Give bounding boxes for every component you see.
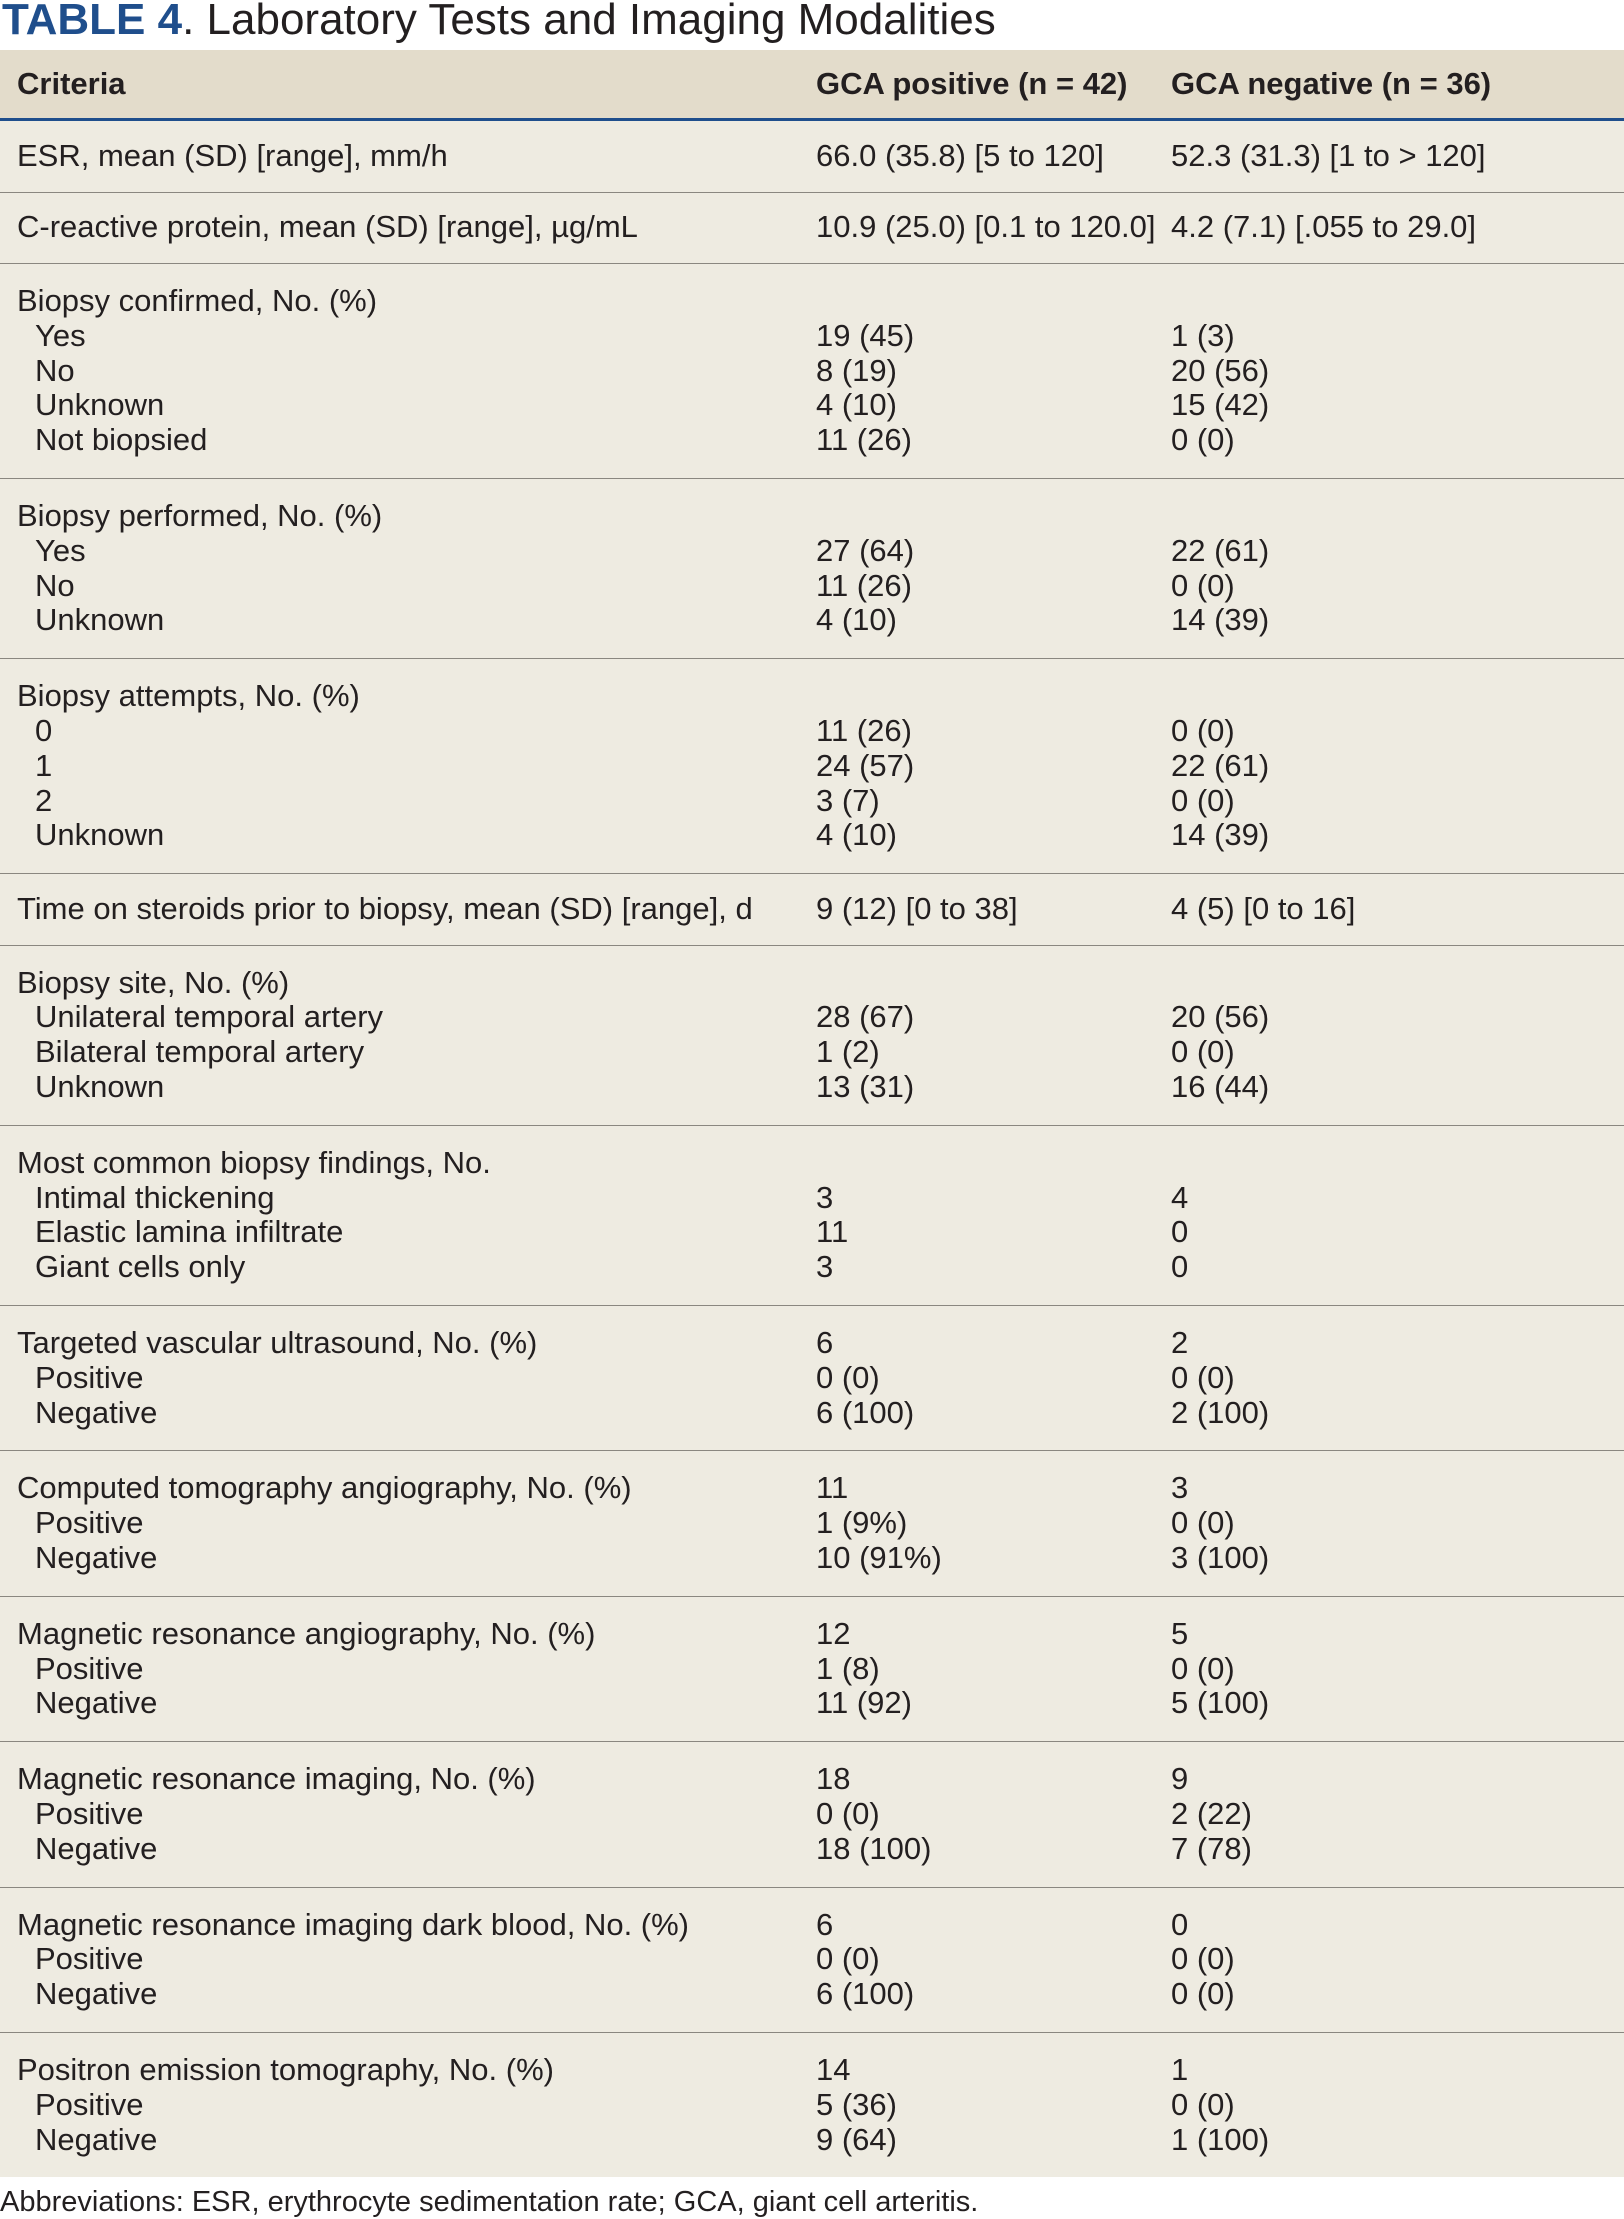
gca-negative-cell <box>1171 966 1624 1105</box>
row-sublabel: Positive <box>35 1505 144 1541</box>
row-label: Biopsy confirmed, No. (%) <box>17 283 378 318</box>
cell-value: 3 (100) <box>1171 1540 1270 1576</box>
cell-value <box>816 284 1171 319</box>
cell-value: 0 (0) <box>1171 1650 1235 1686</box>
cell-value: 0 (0) <box>1171 1359 1235 1395</box>
gca-positive-cell <box>816 1762 1171 1866</box>
row-sublabel: Negative <box>35 1394 158 1430</box>
table-body <box>0 121 1624 2177</box>
cell-value: 18 (100) <box>816 1830 932 1866</box>
gca-negative-cell <box>1171 1471 1624 1575</box>
cell-value <box>1171 284 1624 319</box>
cell-value: 9 (64) <box>816 2121 897 2157</box>
row-sublabel: Unknown <box>35 387 165 423</box>
cell-value: 9 <box>1171 1761 1189 1797</box>
cell-value: 5 (100) <box>1171 1685 1270 1721</box>
gca-positive-cell <box>816 210 1171 245</box>
criteria-cell <box>0 139 816 174</box>
cell-value: 0 (0) <box>816 1359 880 1395</box>
row-label: Magnetic resonance angiography, No. (%) <box>17 1615 596 1651</box>
row-sublabel: No <box>35 567 75 603</box>
cell-value <box>816 966 1171 1001</box>
row-sublabel: Bilateral temporal artery <box>35 1034 365 1070</box>
cell-value: 0 (0) <box>1171 2086 1235 2122</box>
gca-positive-cell <box>816 1326 1171 1430</box>
cell-value: 4 (5) [0 to 16] <box>1171 891 1356 926</box>
cell-value: 52.3 (31.3) [1 to > 120] <box>1171 137 1486 173</box>
cell-value: 6 <box>816 1325 834 1361</box>
row-label: ESR, mean (SD) [range], mm/h <box>17 137 448 173</box>
table-row <box>0 193 1624 265</box>
row-label: Most common biopsy findings, No. <box>17 1144 491 1180</box>
row-label: Biopsy performed, No. (%) <box>17 497 383 533</box>
cell-value: 18 <box>816 1761 851 1797</box>
cell-value: 10.9 (25.0) [0.1 to 120.0] <box>816 209 1156 245</box>
gca-positive-cell <box>816 1617 1171 1721</box>
row-sublabel: 1 <box>35 747 53 783</box>
cell-value: 1 (100) <box>1171 2121 1270 2157</box>
gca-negative-cell <box>1171 1908 1624 2012</box>
table-header-row <box>0 50 1624 121</box>
cell-value <box>1171 499 1624 534</box>
gca-negative-cell <box>1171 210 1624 245</box>
criteria-cell <box>0 1762 816 1866</box>
gca-negative-cell <box>1171 1146 1624 1285</box>
cell-value: 5 <box>1171 1615 1189 1651</box>
cell-value: 0 (0) <box>1171 1034 1235 1070</box>
cell-value: 4 (10) <box>816 817 897 853</box>
cell-value: 12 <box>816 1615 851 1651</box>
cell-value: 22 (61) <box>1171 532 1270 568</box>
table-row <box>0 479 1624 659</box>
row-sublabel: Negative <box>35 2121 158 2157</box>
cell-value: 28 (67) <box>816 999 915 1035</box>
cell-value: 11 <box>816 1470 849 1506</box>
cell-value: 2 <box>1171 1325 1189 1361</box>
criteria-cell <box>0 1326 816 1430</box>
cell-value: 7 (78) <box>1171 1830 1252 1866</box>
row-sublabel: 0 <box>35 712 53 748</box>
criteria-cell <box>0 1471 816 1575</box>
cell-value: 10 (91%) <box>816 1540 942 1576</box>
row-label: Targeted vascular ultrasound, No. (%) <box>17 1325 538 1361</box>
cell-value: 1 (9%) <box>816 1505 908 1541</box>
cell-value <box>1171 966 1624 1001</box>
criteria-cell <box>0 966 816 1105</box>
gca-positive-cell <box>816 284 1171 458</box>
cell-value: 2 (22) <box>1171 1796 1252 1831</box>
row-sublabel: Negative <box>35 1685 158 1721</box>
gca-negative-cell <box>1171 892 1624 927</box>
cell-value: 0 (0) <box>1171 567 1235 603</box>
criteria-cell <box>0 284 816 458</box>
gca-negative-cell <box>1171 1326 1624 1430</box>
cell-value: 3 <box>816 1249 834 1285</box>
cell-value: 2 (100) <box>1171 1394 1270 1430</box>
criteria-cell <box>0 210 816 245</box>
cell-value: 14 <box>816 2051 851 2087</box>
table-row <box>0 874 1624 946</box>
row-label: Biopsy site, No. (%) <box>17 964 290 1000</box>
cell-value: 11 (26) <box>816 567 912 603</box>
gca-positive-cell <box>816 2053 1171 2157</box>
table-title-text: Laboratory Tests and Imaging Modalities <box>194 0 996 44</box>
row-sublabel: 2 <box>35 782 53 818</box>
table-row <box>0 264 1624 479</box>
table-row <box>0 659 1624 874</box>
cell-value: 3 <box>816 1179 834 1215</box>
table-row <box>0 1306 1624 1451</box>
row-sublabel: Positive <box>35 2086 144 2122</box>
cell-value: 20 (56) <box>1171 352 1270 388</box>
cell-value: 19 (45) <box>816 317 915 353</box>
column-header-criteria: Criteria <box>17 66 126 101</box>
row-label: Biopsy attempts, No. (%) <box>17 678 360 714</box>
cell-value: 0 <box>1171 1249 1189 1285</box>
cell-value: 11 (26) <box>816 712 912 748</box>
row-sublabel: Unknown <box>35 602 165 638</box>
gca-positive-cell <box>816 892 1171 927</box>
cell-value <box>816 499 1171 534</box>
table-row <box>0 1451 1624 1596</box>
cell-value: 0 <box>1171 1214 1189 1250</box>
row-label: Magnetic resonance imaging, No. (%) <box>17 1761 536 1797</box>
gca-negative-cell <box>1171 139 1624 174</box>
row-sublabel: Positive <box>35 1650 144 1686</box>
gca-negative-cell <box>1171 2053 1624 2157</box>
criteria-cell <box>0 1146 816 1285</box>
cell-value <box>1171 679 1624 714</box>
cell-value: 0 (0) <box>816 1941 880 1977</box>
table-title-separator: . <box>182 0 195 44</box>
cell-value: 14 (39) <box>1171 602 1270 638</box>
table-row <box>0 1888 1624 2033</box>
cell-value: 8 (19) <box>816 352 897 388</box>
row-label: Time on steroids prior to biopsy, mean (SD) [range], d <box>17 891 753 926</box>
criteria-cell <box>0 892 816 927</box>
cell-value: 6 (100) <box>816 1394 915 1430</box>
row-sublabel: Positive <box>35 1796 144 1831</box>
column-header-gca-negative: GCA negative (n = 36) <box>1171 66 1492 101</box>
cell-value: 1 (3) <box>1171 317 1235 353</box>
cell-value <box>816 679 1171 714</box>
column-header-gca-positive: GCA positive (n = 42) <box>816 66 1128 101</box>
row-sublabel: Negative <box>35 1976 158 2012</box>
criteria-cell <box>0 679 816 853</box>
cell-value: 4 <box>1171 1179 1189 1215</box>
gca-negative-cell <box>1171 1617 1624 1721</box>
gca-positive-cell <box>816 1146 1171 1285</box>
cell-value: 0 (0) <box>1171 712 1235 748</box>
cell-value: 0 (0) <box>1171 1941 1235 1977</box>
cell-value: 27 (64) <box>816 532 915 568</box>
cell-value: 22 (61) <box>1171 747 1270 783</box>
row-label: Positron emission tomography, No. (%) <box>17 2051 554 2087</box>
table-title <box>0 0 1624 50</box>
cell-value: 6 <box>816 1906 834 1942</box>
cell-value: 4.2 (7.1) [.055 to 29.0] <box>1171 209 1477 245</box>
cell-value: 0 (0) <box>1171 422 1235 458</box>
cell-value: 16 (44) <box>1171 1069 1270 1105</box>
row-sublabel: Positive <box>35 1359 144 1395</box>
cell-value: 5 (36) <box>816 2086 897 2122</box>
gca-negative-cell <box>1171 1762 1624 1866</box>
row-sublabel: No <box>35 352 75 388</box>
row-sublabel: Unilateral temporal artery <box>35 999 384 1035</box>
cell-value: 3 (7) <box>816 782 880 818</box>
gca-positive-cell <box>816 1471 1171 1575</box>
row-label: C-reactive protein, mean (SD) [range], µg/mL <box>17 209 638 245</box>
cell-value: 20 (56) <box>1171 999 1270 1035</box>
footnote: Abbreviations: ESR, erythrocyte sedimentation rate; GCA, giant cell arteritis. <box>0 2186 979 2219</box>
cell-value: 0 (0) <box>1171 1976 1235 2012</box>
data-table <box>0 50 1624 2177</box>
gca-positive-cell <box>816 499 1171 638</box>
row-sublabel: Not biopsied <box>35 422 208 458</box>
row-sublabel: Intimal thickening <box>35 1179 275 1215</box>
gca-positive-cell <box>816 139 1171 174</box>
gca-negative-cell <box>1171 284 1624 458</box>
cell-value: 14 (39) <box>1171 817 1270 853</box>
cell-value: 0 (0) <box>816 1796 880 1831</box>
cell-value: 11 <box>816 1214 849 1250</box>
cell-value <box>816 1146 1171 1181</box>
row-sublabel: Negative <box>35 1830 158 1866</box>
cell-value: 1 (8) <box>816 1650 880 1686</box>
row-label: Magnetic resonance imaging dark blood, No. (%) <box>17 1906 690 1942</box>
gca-negative-cell <box>1171 679 1624 853</box>
cell-value: 24 (57) <box>816 747 915 783</box>
row-sublabel: Unknown <box>35 817 165 853</box>
row-sublabel: Elastic lamina infiltrate <box>35 1214 344 1250</box>
table-row <box>0 1742 1624 1887</box>
cell-value: 11 (26) <box>816 422 912 458</box>
gca-positive-cell <box>816 679 1171 853</box>
cell-value <box>1171 1146 1624 1181</box>
gca-negative-cell <box>1171 499 1624 638</box>
cell-value: 3 <box>1171 1470 1189 1506</box>
table-row <box>0 1126 1624 1306</box>
table-row <box>0 1597 1624 1742</box>
cell-value: 1 <box>1171 2051 1189 2087</box>
row-label: Computed tomography angiography, No. (%) <box>17 1470 632 1506</box>
table-row <box>0 2033 1624 2177</box>
cell-value: 0 (0) <box>1171 782 1235 818</box>
criteria-cell <box>0 1617 816 1721</box>
row-sublabel: Negative <box>35 1540 158 1576</box>
row-sublabel: Unknown <box>35 1069 165 1105</box>
criteria-cell <box>0 2053 816 2157</box>
table-row <box>0 121 1624 193</box>
table-row <box>0 946 1624 1126</box>
row-sublabel: Yes <box>35 532 86 568</box>
row-sublabel: Yes <box>35 317 86 353</box>
cell-value: 0 (0) <box>1171 1505 1235 1541</box>
cell-value: 66.0 (35.8) [5 to 120] <box>816 137 1104 173</box>
row-sublabel: Giant cells only <box>35 1249 246 1285</box>
cell-value: 11 (92) <box>816 1685 912 1721</box>
cell-value: 13 (31) <box>816 1069 915 1105</box>
cell-value: 6 (100) <box>816 1976 915 2012</box>
criteria-cell <box>0 1908 816 2012</box>
cell-value: 0 <box>1171 1906 1189 1942</box>
cell-value: 4 (10) <box>816 387 897 423</box>
cell-value: 4 (10) <box>816 602 897 638</box>
cell-value: 1 (2) <box>816 1034 880 1070</box>
criteria-cell <box>0 499 816 638</box>
cell-value: 15 (42) <box>1171 387 1270 423</box>
gca-positive-cell <box>816 966 1171 1105</box>
gca-positive-cell <box>816 1908 1171 2012</box>
cell-value: 9 (12) [0 to 38] <box>816 891 1018 926</box>
table-number: TABLE 4 <box>2 0 183 44</box>
row-sublabel: Positive <box>35 1941 144 1977</box>
